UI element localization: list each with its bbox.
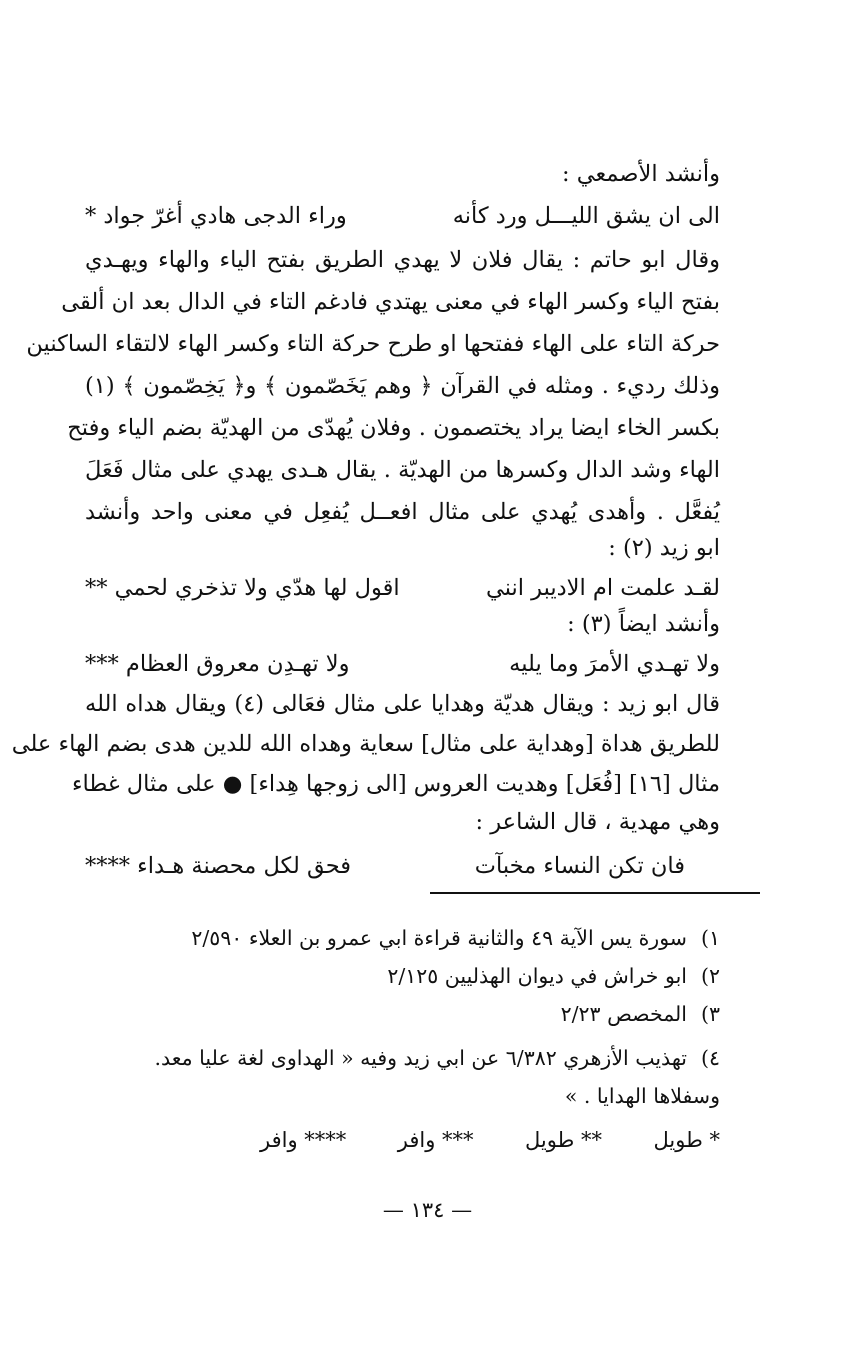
text-line-8: يُفعَّل . وأهدى يُهدي على مثال افعــل يُفعِل في معنى واحد وأنشد	[85, 499, 720, 525]
verse-1	[85, 196, 720, 236]
text-line-7: الهاء وشد الدال وكسرها من الهديّة . يقال هـدى يهدي على مثال فَعَلَ	[85, 457, 720, 483]
meter-key	[260, 1122, 720, 1158]
text-line-14: وهي مهدية ، قال الشاعر :	[475, 809, 720, 835]
text-line-11: قال ابو زيد : ويقال هديّة وهدايا على مثال فعَالى (٤) ويقال هداه الله	[85, 691, 720, 717]
verse-3-second-hemistich: ولا تهـدِن معروق العظام ***	[85, 651, 350, 677]
text-line-12: للطريق هداة [وهداية على مثال] سعاية وهداه الله للدين هدى بضم الهاء على	[11, 731, 720, 757]
meter-key-4: **** وافر	[260, 1128, 347, 1152]
footnote-4-continuation-text: وسفلاها الهدايا . »	[564, 1084, 720, 1108]
verse-2-first-hemistich: لقـد علمت ام الاديبر انني	[485, 575, 720, 601]
text-line-1: وأنشد الأصمعي :	[562, 161, 720, 187]
verse-4	[85, 846, 685, 886]
footnote-divider	[430, 892, 760, 894]
footnote-2-text: ابو خراش في ديوان الهذليين ٢/١٢٥	[387, 964, 687, 988]
meter-key-3: *** وافر	[397, 1128, 474, 1152]
footnote-4-number: ٤)	[700, 1046, 720, 1070]
footnote-3	[95, 996, 720, 1032]
text-line-9: ابو زيد (٢) :	[608, 535, 720, 561]
footnote-1-number: ١)	[700, 926, 720, 950]
text-line-13: مثال [١٦] [فُعَل] وهديت العروس [الى زوجها هِداء] ● على مثال غطاء	[71, 771, 720, 797]
verse-2	[85, 568, 720, 608]
footnote-1-text: سورة يس الآية ٤٩ والثانية قراءة ابي عمرو بن العلاء ٢/٥٩٠	[191, 926, 687, 950]
footnote-2-number: ٢)	[700, 964, 720, 988]
page-number: — ١٣٤ —	[382, 1198, 473, 1222]
verse-3	[85, 644, 720, 684]
footnote-4-continuation	[95, 1078, 720, 1114]
footnote-3-number: ٣)	[700, 1002, 720, 1026]
text-line-6: بكسر الخاء ايضا يراد يختصمون . وفلان يُهدّى من الهديّة بضم الياء وفتح	[67, 415, 720, 441]
text-line-2: وقال ابو حاتم : يقال فلان لا يهدي الطريق بفتح الياء والهاء ويهـدي	[85, 247, 720, 273]
verse-1-second-hemistich: وراء الدجى هادي أغرّ جواد *	[85, 203, 347, 229]
meter-key-2: ** طويل	[525, 1128, 603, 1152]
footnote-4	[95, 1040, 720, 1076]
verse-1-first-hemistich: الى ان يشق الليـــل ورد كأنه	[452, 203, 720, 229]
verse-4-second-hemistich: فحق لكل محصنة هـداء ****	[85, 853, 352, 879]
text-line-10: وأنشد ايضاً (٣) :	[567, 611, 720, 637]
footnote-3-text: المخصص ٢/٢٣	[560, 1002, 687, 1026]
verse-3-first-hemistich: ولا تهـدي الأمرَ وما يليه	[509, 651, 720, 677]
text-line-5: وذلك رديء . ومثله في القرآن ﴿ وهم يَخَصّمون ﴾ و﴿ يَخِصّمون ﴾ (١)	[85, 373, 720, 399]
text-line-3: بفتح الياء وكسر الهاء في معنى يهتدي فادغم التاء في الدال بعد ان ألقى	[61, 289, 720, 315]
verse-4-first-hemistich: فان تكن النساء مخبآت	[474, 853, 685, 879]
footnote-2	[95, 958, 720, 994]
footnote-4-text: تهذيب الأزهري ٦/٣٨٢ عن ابي زيد وفيه « الهداوى لغة عليا معد.	[154, 1046, 687, 1070]
verse-2-second-hemistich: اقول لها هدّي ولا تذخري لحمي **	[85, 575, 400, 601]
text-line-4: حركة التاء على الهاء ففتحها او طرح حركة التاء وكسر الهاء لالتقاء الساكنين	[26, 331, 720, 357]
meter-key-1: * طويل	[653, 1128, 720, 1152]
footnote-1	[95, 920, 720, 956]
